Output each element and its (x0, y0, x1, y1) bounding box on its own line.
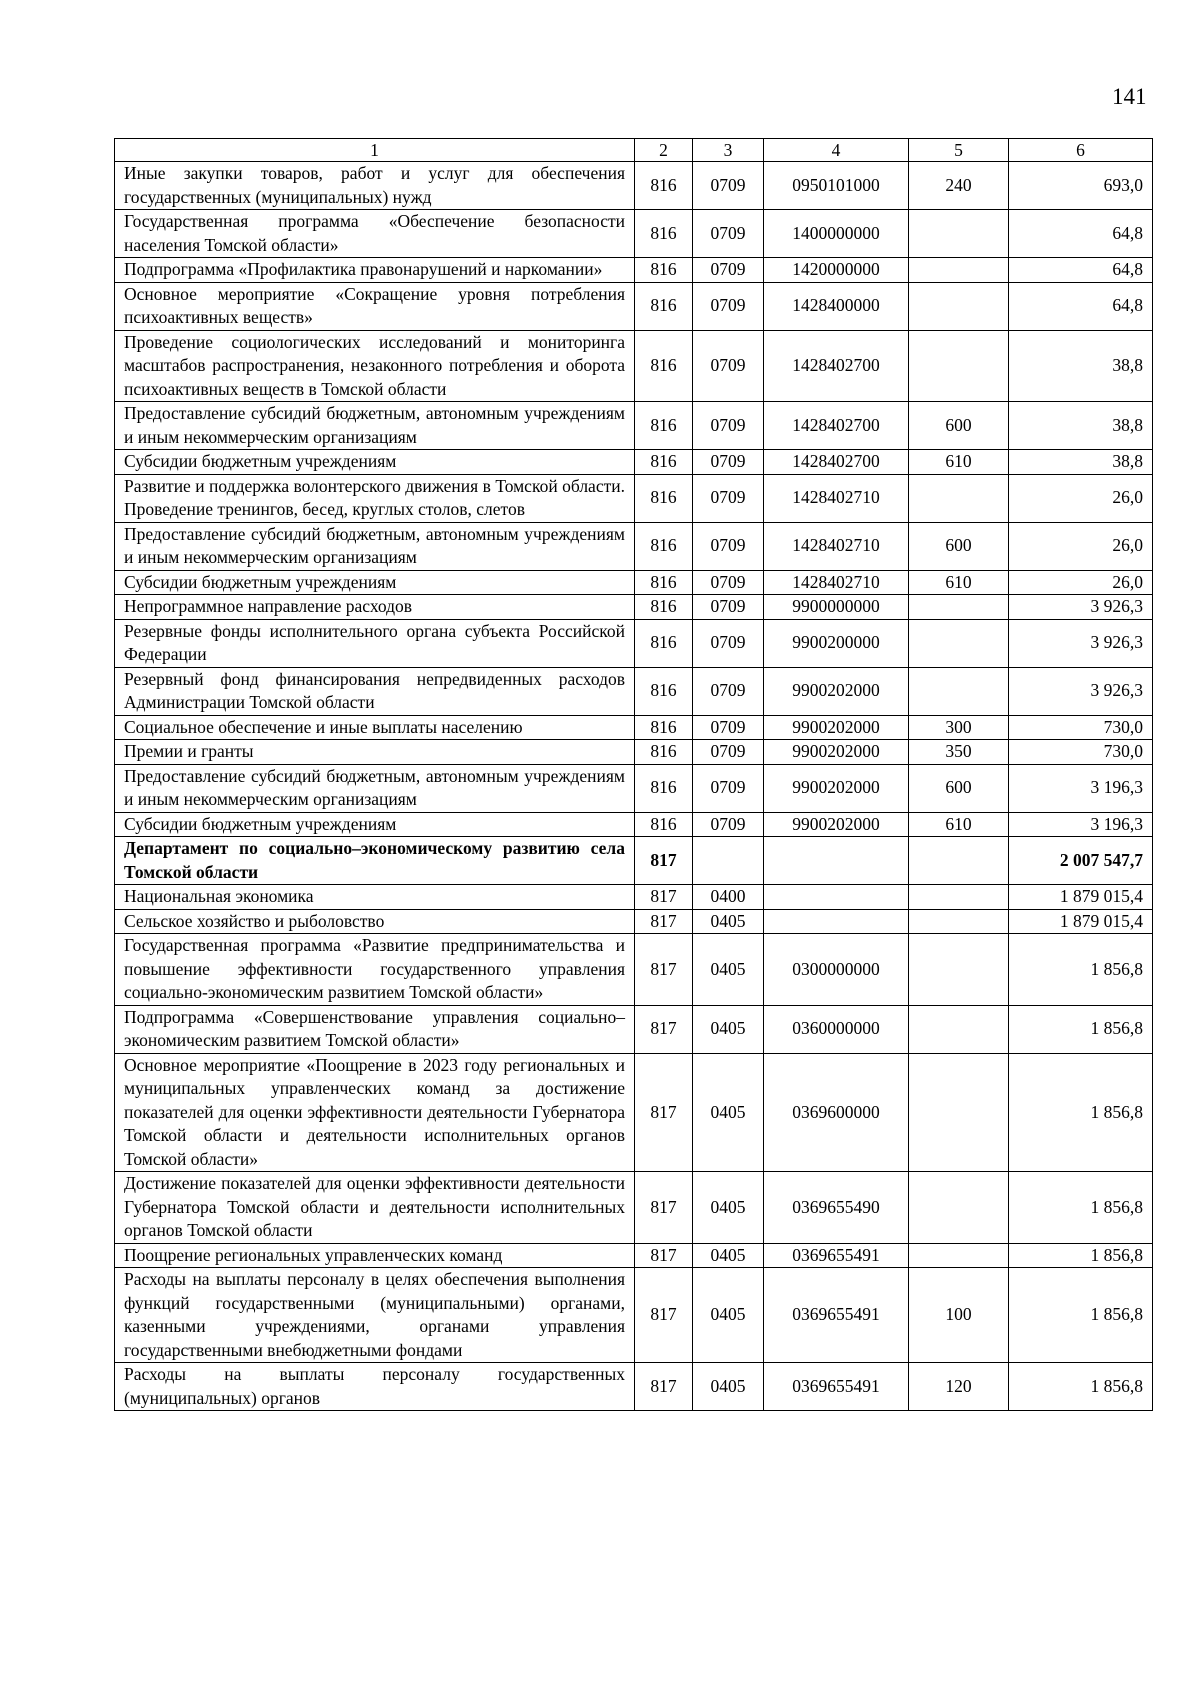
row-code-cell: 816 (635, 812, 693, 837)
row-name-cell: Субсидии бюджетным учреждениям (115, 570, 635, 595)
row-target-cell: 1400000000 (764, 210, 909, 258)
row-type-cell (909, 1172, 1009, 1244)
row-type-cell (909, 258, 1009, 283)
row-type-cell (909, 909, 1009, 934)
table-row (115, 715, 1153, 740)
row-code-cell: 816 (635, 162, 693, 210)
row-target-cell: 0369655491 (764, 1363, 909, 1411)
table-row (115, 1363, 1153, 1411)
row-target-cell: 9900202000 (764, 667, 909, 715)
row-type-cell: 100 (909, 1268, 1009, 1363)
row-target-cell: 0369655491 (764, 1243, 909, 1268)
row-target-cell: 1428402700 (764, 402, 909, 450)
row-name-cell: Предоставление субсидий бюджетным, автономным учреждениям и иным некоммерческим организациям (115, 764, 635, 812)
row-name-cell: Субсидии бюджетным учреждениям (115, 812, 635, 837)
row-code-cell: 816 (635, 282, 693, 330)
row-target-cell (764, 837, 909, 885)
table-row (115, 934, 1153, 1006)
row-code-cell: 817 (635, 885, 693, 910)
table-row (115, 522, 1153, 570)
table-row (115, 1268, 1153, 1363)
row-target-cell: 9900202000 (764, 715, 909, 740)
row-type-cell: 610 (909, 450, 1009, 475)
row-type-cell: 600 (909, 522, 1009, 570)
table-row (115, 570, 1153, 595)
table-row (115, 210, 1153, 258)
row-code-cell: 817 (635, 934, 693, 1006)
row-target-cell (764, 885, 909, 910)
row-section-cell: 0709 (693, 812, 764, 837)
row-code-cell: 816 (635, 522, 693, 570)
row-name-cell: Основное мероприятие «Поощрение в 2023 году региональных и муниципальных управленческих команд за достижение показателей для оценки эффективности деятельности Губернатора Томской области и деятельности исполнительных органов Томской области» (115, 1053, 635, 1172)
row-target-cell: 1428400000 (764, 282, 909, 330)
row-section-cell: 0709 (693, 474, 764, 522)
row-code-cell: 816 (635, 764, 693, 812)
row-type-cell (909, 619, 1009, 667)
row-target-cell: 9900202000 (764, 740, 909, 765)
row-name-cell: Поощрение региональных управленческих команд (115, 1243, 635, 1268)
row-type-cell (909, 474, 1009, 522)
row-name-cell: Резервные фонды исполнительного органа субъекта Российской Федерации (115, 619, 635, 667)
row-target-cell: 0369655491 (764, 1268, 909, 1363)
row-amount-cell: 38,8 (1009, 402, 1153, 450)
table-row (115, 1243, 1153, 1268)
row-name-cell: Расходы на выплаты персоналу государственных (муниципальных) органов (115, 1363, 635, 1411)
row-amount-cell: 26,0 (1009, 474, 1153, 522)
row-target-cell (764, 909, 909, 934)
row-section-cell: 0405 (693, 909, 764, 934)
row-section-cell: 0709 (693, 570, 764, 595)
row-code-cell: 816 (635, 330, 693, 402)
row-name-cell: Расходы на выплаты персоналу в целях обеспечения выполнения функций государственными (муниципальными) органами, казенными учреждениями, органами управления государственными внебюджетными фондами (115, 1268, 635, 1363)
table-row (115, 740, 1153, 765)
row-target-cell: 9900000000 (764, 595, 909, 620)
table-row (115, 909, 1153, 934)
row-type-cell: 120 (909, 1363, 1009, 1411)
table-row (115, 595, 1153, 620)
row-section-cell: 0709 (693, 258, 764, 283)
table-row (115, 764, 1153, 812)
row-code-cell: 816 (635, 715, 693, 740)
row-code-cell: 816 (635, 210, 693, 258)
column-header: 4 (764, 139, 909, 162)
row-name-cell: Подпрограмма «Профилактика правонарушений и наркомании» (115, 258, 635, 283)
row-section-cell: 0405 (693, 1363, 764, 1411)
row-amount-cell: 3 926,3 (1009, 667, 1153, 715)
row-name-cell: Развитие и поддержка волонтерского движения в Томской области. Проведение тренингов, бесед, круглых столов, слетов (115, 474, 635, 522)
table-row (115, 258, 1153, 283)
row-type-cell (909, 1005, 1009, 1053)
row-name-cell: Сельское хозяйство и рыболовство (115, 909, 635, 934)
row-type-cell (909, 210, 1009, 258)
row-type-cell (909, 837, 1009, 885)
column-header: 5 (909, 139, 1009, 162)
table-row (115, 885, 1153, 910)
column-header: 1 (115, 139, 635, 162)
table-row (115, 162, 1153, 210)
row-code-cell: 816 (635, 570, 693, 595)
row-target-cell: 0300000000 (764, 934, 909, 1006)
row-amount-cell: 1 856,8 (1009, 1363, 1153, 1411)
row-section-cell: 0709 (693, 740, 764, 765)
table-row (115, 667, 1153, 715)
row-name-cell: Предоставление субсидий бюджетным, автономным учреждениям и иным некоммерческим организациям (115, 522, 635, 570)
row-type-cell (909, 282, 1009, 330)
row-section-cell: 0405 (693, 1053, 764, 1172)
row-section-cell: 0709 (693, 619, 764, 667)
row-amount-cell: 1 879 015,4 (1009, 909, 1153, 934)
row-code-cell: 816 (635, 450, 693, 475)
row-section-cell: 0400 (693, 885, 764, 910)
table-row (115, 812, 1153, 837)
row-name-cell: Субсидии бюджетным учреждениям (115, 450, 635, 475)
row-amount-cell: 38,8 (1009, 330, 1153, 402)
row-target-cell: 0360000000 (764, 1005, 909, 1053)
row-amount-cell: 26,0 (1009, 570, 1153, 595)
row-amount-cell: 1 856,8 (1009, 1268, 1153, 1363)
row-type-cell: 610 (909, 570, 1009, 595)
row-section-cell: 0709 (693, 450, 764, 475)
row-type-cell (909, 1053, 1009, 1172)
row-amount-cell: 64,8 (1009, 258, 1153, 283)
row-amount-cell: 1 856,8 (1009, 1053, 1153, 1172)
row-amount-cell: 38,8 (1009, 450, 1153, 475)
column-header: 2 (635, 139, 693, 162)
page-number: 141 (1112, 84, 1147, 109)
row-section-cell: 0709 (693, 715, 764, 740)
row-name-cell: Непрограммное направление расходов (115, 595, 635, 620)
row-section-cell: 0709 (693, 402, 764, 450)
row-type-cell (909, 885, 1009, 910)
row-section-cell: 0405 (693, 1268, 764, 1363)
row-code-cell: 817 (635, 1363, 693, 1411)
table-row (115, 1005, 1153, 1053)
row-amount-cell: 3 926,3 (1009, 619, 1153, 667)
row-name-cell: Проведение социологических исследований и мониторинга масштабов распространения, незаконного потребления и оборота психоактивных веществ в Томской области (115, 330, 635, 402)
row-type-cell (909, 595, 1009, 620)
row-type-cell: 600 (909, 764, 1009, 812)
row-amount-cell: 3 926,3 (1009, 595, 1153, 620)
row-target-cell: 9900202000 (764, 812, 909, 837)
row-code-cell: 816 (635, 595, 693, 620)
row-name-cell: Национальная экономика (115, 885, 635, 910)
table-row (115, 450, 1153, 475)
row-amount-cell: 1 856,8 (1009, 1005, 1153, 1053)
row-name-cell: Премии и гранты (115, 740, 635, 765)
row-amount-cell: 730,0 (1009, 740, 1153, 765)
row-amount-cell: 26,0 (1009, 522, 1153, 570)
column-header: 6 (1009, 139, 1153, 162)
table-row (115, 837, 1153, 885)
row-section-cell: 0709 (693, 162, 764, 210)
row-amount-cell: 693,0 (1009, 162, 1153, 210)
row-code-cell: 816 (635, 258, 693, 283)
row-section-cell: 0405 (693, 934, 764, 1006)
row-code-cell: 816 (635, 619, 693, 667)
row-amount-cell: 3 196,3 (1009, 812, 1153, 837)
row-target-cell: 1420000000 (764, 258, 909, 283)
row-amount-cell: 730,0 (1009, 715, 1153, 740)
row-type-cell: 350 (909, 740, 1009, 765)
row-name-cell: Государственная программа «Развитие предпринимательства и повышение эффективности государственного управления социально-экономическим развитием Томской области» (115, 934, 635, 1006)
row-code-cell: 817 (635, 837, 693, 885)
row-type-cell: 240 (909, 162, 1009, 210)
row-amount-cell: 1 879 015,4 (1009, 885, 1153, 910)
table-row (115, 474, 1153, 522)
row-section-cell: 0709 (693, 667, 764, 715)
row-code-cell: 816 (635, 667, 693, 715)
table-row (115, 330, 1153, 402)
row-name-cell: Департамент по социально–экономическому развитию села Томской области (115, 837, 635, 885)
row-section-cell: 0709 (693, 282, 764, 330)
row-code-cell: 816 (635, 740, 693, 765)
row-amount-cell: 1 856,8 (1009, 1172, 1153, 1244)
row-section-cell: 0709 (693, 595, 764, 620)
row-code-cell: 817 (635, 1172, 693, 1244)
row-target-cell: 1428402710 (764, 474, 909, 522)
row-code-cell: 817 (635, 1243, 693, 1268)
column-header: 3 (693, 139, 764, 162)
table-row (115, 1172, 1153, 1244)
row-type-cell: 300 (909, 715, 1009, 740)
row-amount-cell: 1 856,8 (1009, 934, 1153, 1006)
row-target-cell: 0369600000 (764, 1053, 909, 1172)
row-target-cell: 1428402710 (764, 570, 909, 595)
row-amount-cell: 1 856,8 (1009, 1243, 1153, 1268)
row-type-cell (909, 934, 1009, 1006)
row-name-cell: Предоставление субсидий бюджетным, автономным учреждениям и иным некоммерческим организациям (115, 402, 635, 450)
table-row (115, 282, 1153, 330)
table-row (115, 619, 1153, 667)
row-type-cell (909, 330, 1009, 402)
row-target-cell: 9900200000 (764, 619, 909, 667)
row-code-cell: 817 (635, 1053, 693, 1172)
row-target-cell: 1428402700 (764, 450, 909, 475)
row-section-cell: 0709 (693, 764, 764, 812)
row-code-cell: 816 (635, 474, 693, 522)
row-code-cell: 816 (635, 402, 693, 450)
table-row (115, 402, 1153, 450)
row-type-cell (909, 667, 1009, 715)
row-section-cell: 0709 (693, 330, 764, 402)
row-section-cell (693, 837, 764, 885)
row-type-cell: 610 (909, 812, 1009, 837)
row-name-cell: Резервный фонд финансирования непредвиденных расходов Администрации Томской области (115, 667, 635, 715)
row-amount-cell: 2 007 547,7 (1009, 837, 1153, 885)
row-name-cell: Основное мероприятие «Сокращение уровня потребления психоактивных веществ» (115, 282, 635, 330)
row-name-cell: Достижение показателей для оценки эффективности деятельности Губернатора Томской области и деятельности исполнительных органов Томской области (115, 1172, 635, 1244)
row-section-cell: 0405 (693, 1005, 764, 1053)
row-name-cell: Государственная программа «Обеспечение безопасности населения Томской области» (115, 210, 635, 258)
row-target-cell: 1428402710 (764, 522, 909, 570)
row-code-cell: 817 (635, 1005, 693, 1053)
row-section-cell: 0709 (693, 210, 764, 258)
row-target-cell: 9900202000 (764, 764, 909, 812)
row-section-cell: 0405 (693, 1172, 764, 1244)
header-row (115, 139, 1153, 162)
row-section-cell: 0709 (693, 522, 764, 570)
row-amount-cell: 64,8 (1009, 210, 1153, 258)
row-target-cell: 0369655490 (764, 1172, 909, 1244)
row-type-cell (909, 1243, 1009, 1268)
budget-table (114, 138, 1153, 1411)
row-amount-cell: 3 196,3 (1009, 764, 1153, 812)
row-amount-cell: 64,8 (1009, 282, 1153, 330)
row-name-cell: Социальное обеспечение и иные выплаты населению (115, 715, 635, 740)
row-name-cell: Иные закупки товаров, работ и услуг для обеспечения государственных (муниципальных) нужд (115, 162, 635, 210)
row-code-cell: 817 (635, 1268, 693, 1363)
row-target-cell: 0950101000 (764, 162, 909, 210)
row-code-cell: 817 (635, 909, 693, 934)
row-target-cell: 1428402700 (764, 330, 909, 402)
row-name-cell: Подпрограмма «Совершенствование управления социально–экономическим развитием Томской области» (115, 1005, 635, 1053)
table-row (115, 1053, 1153, 1172)
row-type-cell: 600 (909, 402, 1009, 450)
row-section-cell: 0405 (693, 1243, 764, 1268)
